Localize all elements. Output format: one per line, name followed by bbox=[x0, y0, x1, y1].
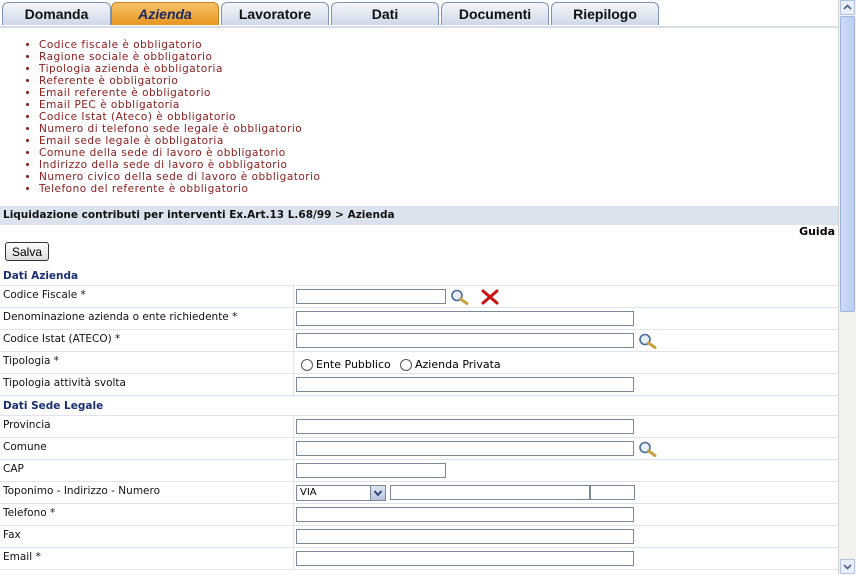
tab-documenti[interactable]: Documenti bbox=[441, 2, 549, 25]
label-denominazione: Denominazione azienda o ente richiedente * bbox=[3, 311, 238, 323]
error-item: • Email referente è obbligatorio bbox=[39, 87, 320, 99]
cap-input[interactable] bbox=[296, 463, 446, 478]
comune-input[interactable] bbox=[296, 441, 634, 456]
error-item: • Email PEC è obbligatoria bbox=[39, 99, 320, 111]
scroll-down-button[interactable] bbox=[840, 559, 855, 574]
row-codice-istat bbox=[0, 330, 838, 352]
error-item: • Codice Istat (Ateco) è obbligatorio bbox=[39, 111, 320, 123]
error-item: • Telefono del referente è obbligatorio bbox=[39, 183, 320, 195]
section-dati-azienda: Dati Azienda bbox=[0, 267, 838, 286]
row-cap bbox=[0, 460, 838, 482]
label-codice-fiscale: Codice Fiscale * bbox=[3, 289, 86, 301]
row-telefono bbox=[0, 504, 838, 526]
label-toponimo: Toponimo - Indirizzo - Numero bbox=[3, 485, 161, 497]
search-icon[interactable] bbox=[638, 441, 658, 457]
codice-fiscale-input[interactable] bbox=[296, 289, 446, 304]
radio-ente-pubblico[interactable] bbox=[301, 358, 391, 371]
label-tipologia: Tipologia * bbox=[3, 355, 60, 367]
radio-azienda-privata[interactable] bbox=[400, 358, 501, 371]
row-email bbox=[0, 548, 838, 570]
error-item: • Numero civico della sede di lavoro è obbligatorio bbox=[39, 171, 320, 183]
error-list bbox=[22, 39, 320, 195]
indirizzo-input[interactable] bbox=[390, 485, 590, 500]
chevron-down-icon[interactable] bbox=[370, 486, 385, 500]
label-tipologia-attivita: Tipologia attività svolta bbox=[3, 377, 126, 389]
row-provincia bbox=[0, 416, 838, 438]
denominazione-input[interactable] bbox=[296, 311, 634, 326]
label-comune: Comune bbox=[3, 441, 47, 453]
label-email: Email * bbox=[3, 551, 41, 563]
telefono-input[interactable] bbox=[296, 507, 634, 522]
chevron-down-icon bbox=[841, 560, 854, 573]
label-telefono: Telefono * bbox=[3, 507, 56, 519]
tipologia-attivita-input[interactable] bbox=[296, 377, 634, 392]
search-icon[interactable] bbox=[638, 333, 658, 349]
provincia-input[interactable] bbox=[296, 419, 634, 434]
guida-link[interactable]: Guida bbox=[799, 225, 835, 238]
tab-azienda[interactable]: Azienda bbox=[111, 2, 219, 25]
fax-input[interactable] bbox=[296, 529, 634, 544]
email-input[interactable] bbox=[296, 551, 634, 566]
label-provincia: Provincia bbox=[3, 419, 51, 431]
error-item: • Comune della sede di lavoro è obbligatorio bbox=[39, 147, 320, 159]
row-denominazione bbox=[0, 308, 838, 330]
row-toponimo bbox=[0, 482, 838, 504]
error-item: • Tipologia azienda è obbligatoria bbox=[39, 63, 320, 75]
scroll-thumb[interactable] bbox=[840, 16, 855, 312]
tab-domanda[interactable]: Domanda bbox=[2, 2, 111, 25]
error-item: • Referente è obbligatorio bbox=[39, 75, 320, 87]
error-item: • Indirizzo della sede di lavoro è obbligatorio bbox=[39, 159, 320, 171]
radio-label: Azienda Privata bbox=[415, 358, 501, 371]
row-comune bbox=[0, 438, 838, 460]
section-dati-sede-legale: Dati Sede Legale bbox=[0, 397, 838, 416]
codice-istat-input[interactable] bbox=[296, 333, 634, 348]
radio-button[interactable] bbox=[301, 359, 313, 371]
search-icon[interactable] bbox=[450, 289, 470, 305]
row-codice-fiscale bbox=[0, 286, 838, 308]
scroll-up-button[interactable] bbox=[840, 0, 855, 15]
tab-underline bbox=[0, 26, 838, 28]
breadcrumb: Liquidazione contributi per interventi Ex.Art.13 L.68/99 > Azienda bbox=[0, 206, 838, 225]
row-fax bbox=[0, 526, 838, 548]
toponimo-select[interactable] bbox=[296, 485, 386, 501]
vertical-scrollbar[interactable] bbox=[838, 0, 856, 574]
tab-dati[interactable]: Dati bbox=[331, 2, 439, 25]
chevron-up-icon bbox=[841, 1, 854, 14]
numero-civico-input[interactable] bbox=[590, 485, 635, 500]
label-cap: CAP bbox=[3, 463, 24, 475]
row-tipologia bbox=[0, 352, 838, 374]
save-button[interactable]: Salva bbox=[5, 242, 49, 261]
error-item: • Email sede legale è obbligatoria bbox=[39, 135, 320, 147]
toponimo-value: VIA bbox=[300, 487, 317, 498]
label-codice-istat: Codice Istat (ATECO) * bbox=[3, 333, 121, 345]
tab-riepilogo[interactable]: Riepilogo bbox=[551, 2, 659, 25]
row-tipologia-attivita bbox=[0, 374, 838, 396]
radio-label: Ente Pubblico bbox=[316, 358, 391, 371]
clear-icon[interactable] bbox=[480, 289, 500, 305]
radio-button[interactable] bbox=[400, 359, 412, 371]
label-fax: Fax bbox=[3, 529, 21, 541]
error-item: • Ragione sociale è obbligatorio bbox=[39, 51, 320, 63]
error-item: • Numero di telefono sede legale è obbligatorio bbox=[39, 123, 320, 135]
tab-lavoratore[interactable]: Lavoratore bbox=[221, 2, 329, 25]
error-item: • Codice fiscale è obbligatorio bbox=[39, 39, 320, 51]
